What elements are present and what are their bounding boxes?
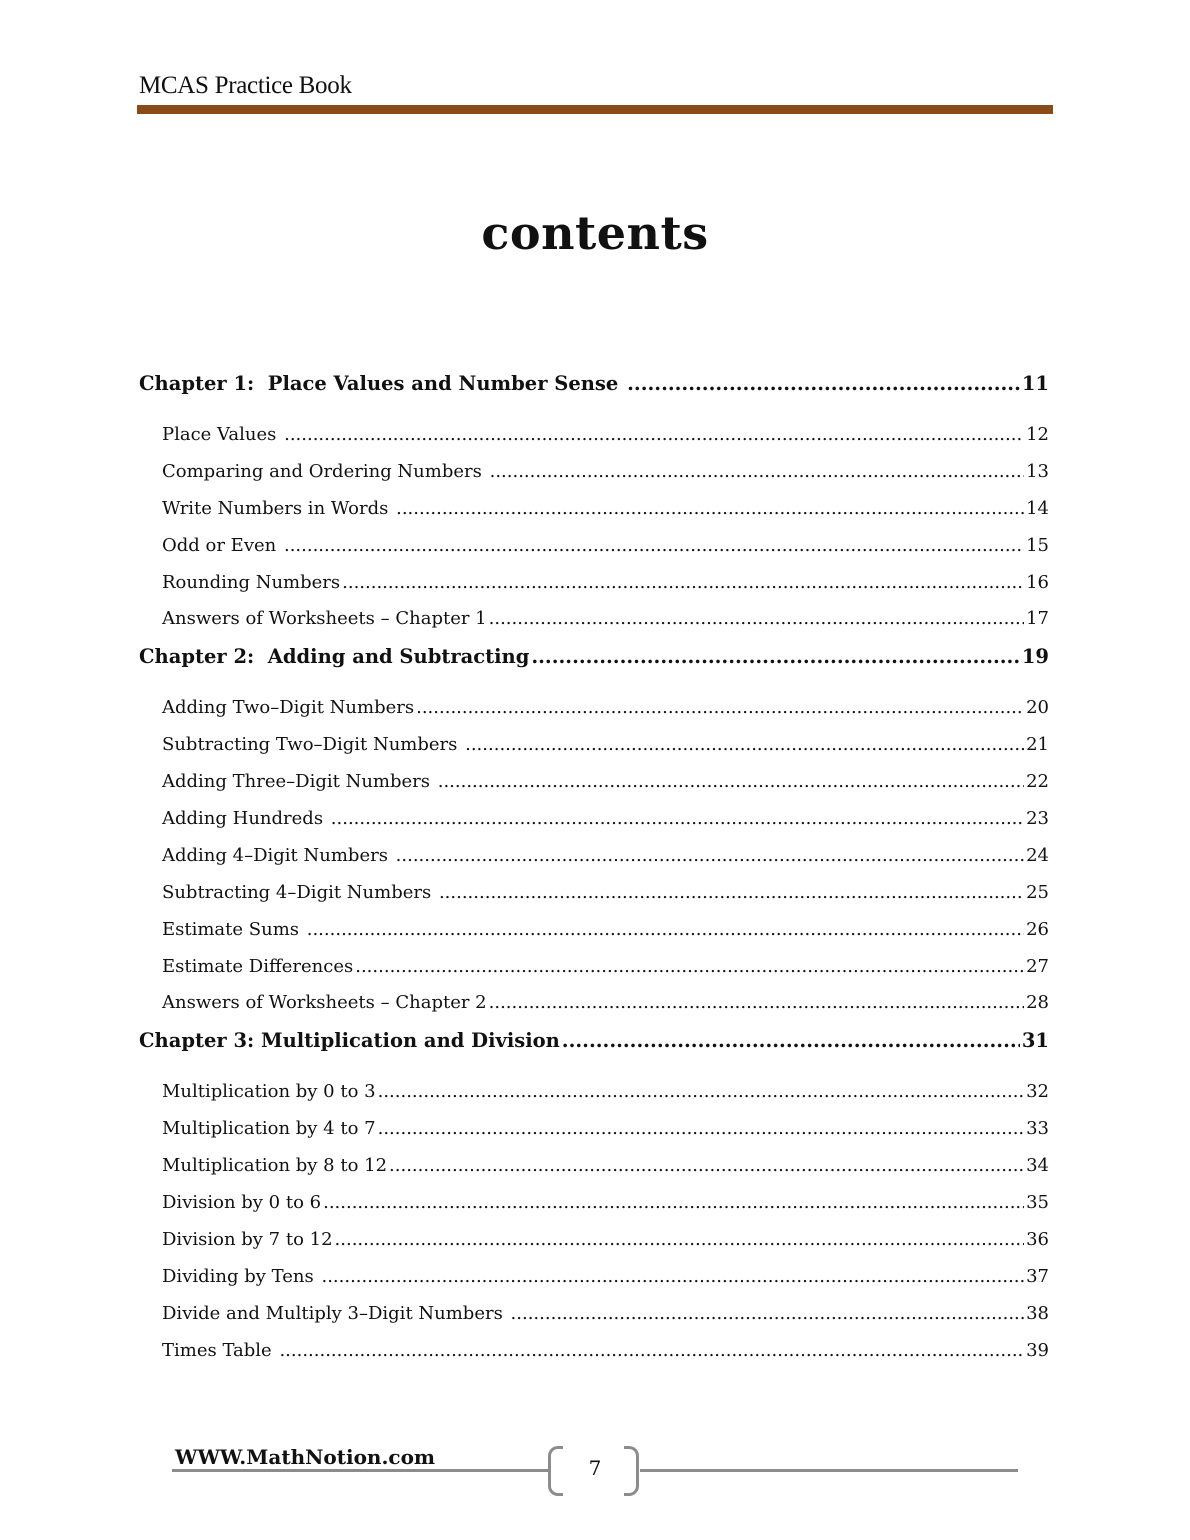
toc-page-number: 11 bbox=[1021, 372, 1049, 395]
toc-entry-row bbox=[162, 461, 1049, 498]
toc-label: Adding Three–Digit Numbers bbox=[162, 771, 436, 793]
toc-entry-row bbox=[162, 956, 1049, 993]
toc-chapter-row bbox=[139, 1029, 1049, 1067]
toc-leader-dots bbox=[627, 372, 1020, 395]
toc-label: Write Numbers in Words bbox=[162, 497, 395, 519]
toc-page-number: 38 bbox=[1026, 1302, 1049, 1324]
toc-leader-dots bbox=[562, 1029, 1020, 1052]
toc-leader-dots bbox=[307, 919, 1024, 940]
toc-entry-row bbox=[162, 882, 1049, 919]
toc-entry-row bbox=[162, 734, 1049, 771]
toc-label: Dividing by Tens bbox=[162, 1265, 320, 1287]
toc-entry-row bbox=[162, 498, 1049, 535]
toc-entry-row bbox=[162, 1340, 1049, 1377]
toc-entry-row bbox=[162, 608, 1049, 645]
toc-page-number: 24 bbox=[1026, 844, 1049, 866]
toc-leader-dots bbox=[489, 608, 1024, 629]
toc-entry-row bbox=[162, 535, 1049, 572]
toc-leader-dots bbox=[378, 1118, 1025, 1139]
page-title: contents bbox=[481, 206, 709, 260]
toc-page-number: 26 bbox=[1026, 918, 1049, 940]
toc-entry-row bbox=[162, 1266, 1049, 1303]
toc-label: Adding 4–Digit Numbers bbox=[162, 844, 394, 866]
toc-leader-dots bbox=[389, 1155, 1024, 1176]
toc-leader-dots bbox=[378, 1081, 1025, 1102]
toc-page-number: 34 bbox=[1026, 1155, 1049, 1177]
toc-label: Rounding Numbers bbox=[162, 571, 341, 593]
toc-entry-row bbox=[162, 697, 1049, 734]
toc-label: Subtracting Two–Digit Numbers bbox=[162, 734, 464, 756]
toc-leader-dots bbox=[439, 882, 1024, 903]
toc-page-number: 28 bbox=[1026, 992, 1049, 1014]
toc-page-number: 14 bbox=[1026, 497, 1049, 519]
toc-entry-row bbox=[162, 1229, 1049, 1266]
toc-label: Subtracting 4–Digit Numbers bbox=[162, 881, 437, 903]
toc-entry-row bbox=[162, 1155, 1049, 1192]
toc-leader-dots bbox=[284, 424, 1024, 445]
toc-label: Estimate Sums bbox=[162, 918, 305, 940]
toc-leader-dots bbox=[355, 956, 1024, 977]
toc-entry-row bbox=[162, 845, 1049, 882]
toc-label: Answers of Worksheets – Chapter 1 bbox=[162, 608, 487, 630]
footer-rule-left bbox=[172, 1469, 548, 1472]
toc-chapter-row bbox=[139, 645, 1049, 683]
toc-label: Multiplication by 8 to 12 bbox=[162, 1155, 388, 1177]
toc-leader-dots bbox=[531, 645, 1020, 668]
toc-page-number: 25 bbox=[1026, 881, 1049, 903]
toc-label: Divide and Multiply 3–Digit Numbers bbox=[162, 1302, 509, 1324]
toc-label: Estimate Differences bbox=[162, 955, 354, 977]
toc-leader-dots bbox=[279, 1340, 1024, 1361]
toc-entry-row bbox=[162, 424, 1049, 461]
toc-label: Times Table bbox=[162, 1339, 278, 1361]
toc-leader-dots bbox=[323, 1192, 1024, 1213]
toc-page-number: 37 bbox=[1026, 1265, 1049, 1287]
toc-leader-dots bbox=[284, 535, 1024, 556]
toc-label: Odd or Even bbox=[162, 534, 282, 556]
toc-label: Place Values bbox=[162, 424, 283, 445]
toc-leader-dots bbox=[396, 845, 1024, 866]
toc-entry-row bbox=[162, 992, 1049, 1029]
toc-leader-dots bbox=[321, 1266, 1024, 1287]
toc-leader-dots bbox=[331, 808, 1024, 829]
page-number: 7 bbox=[588, 1456, 602, 1480]
toc-page-number: 33 bbox=[1026, 1118, 1049, 1140]
toc-label: Adding Hundreds bbox=[162, 808, 329, 830]
toc-page-number: 20 bbox=[1026, 697, 1049, 719]
toc-page-number: 36 bbox=[1026, 1228, 1049, 1250]
toc-label: Division by 0 to 6 bbox=[162, 1192, 322, 1214]
toc-label: Multiplication by 4 to 7 bbox=[162, 1118, 376, 1140]
toc-label: Multiplication by 0 to 3 bbox=[162, 1081, 376, 1103]
toc-leader-dots bbox=[511, 1303, 1025, 1324]
toc-entry-row bbox=[162, 1192, 1049, 1229]
running-header-title: MCAS Practice Book bbox=[139, 72, 352, 99]
toc-label: Chapter 2: Adding and Subtracting bbox=[139, 645, 530, 669]
toc-page-number: 15 bbox=[1026, 534, 1049, 556]
toc-leader-dots bbox=[438, 771, 1024, 792]
toc-leader-dots bbox=[342, 572, 1024, 593]
header-rule bbox=[137, 105, 1053, 114]
toc-label: Division by 7 to 12 bbox=[162, 1228, 333, 1250]
toc-page-number: 12 bbox=[1026, 424, 1049, 445]
toc-leader-dots bbox=[335, 1229, 1025, 1250]
toc-label: Answers of Worksheets – Chapter 2 bbox=[162, 992, 487, 1014]
toc-label: Comparing and Ordering Numbers bbox=[162, 460, 488, 482]
toc-entry-row bbox=[162, 572, 1049, 609]
toc-page-number: 23 bbox=[1026, 808, 1049, 830]
toc-entry-row bbox=[162, 1303, 1049, 1340]
toc-page-number: 19 bbox=[1021, 645, 1049, 669]
footer-rule-right bbox=[640, 1469, 1018, 1472]
toc-entry-row bbox=[162, 919, 1049, 956]
toc-chapter-row bbox=[139, 372, 1049, 410]
toc-label: Adding Two–Digit Numbers bbox=[162, 697, 415, 719]
toc-leader-dots bbox=[416, 697, 1024, 718]
toc-page-number: 31 bbox=[1021, 1029, 1049, 1053]
toc-entry-row bbox=[162, 1081, 1049, 1118]
toc-page-number: 27 bbox=[1026, 955, 1049, 977]
toc-leader-dots bbox=[490, 461, 1025, 482]
toc-page-number: 32 bbox=[1026, 1081, 1049, 1103]
toc-page-number: 21 bbox=[1026, 734, 1049, 756]
toc-leader-dots bbox=[396, 498, 1024, 519]
toc-page-number: 22 bbox=[1026, 771, 1049, 793]
toc-page-number: 39 bbox=[1026, 1339, 1049, 1361]
toc-page-number: 17 bbox=[1026, 608, 1049, 630]
toc-label: Chapter 1: Place Values and Number Sense bbox=[139, 372, 626, 395]
toc-leader-dots bbox=[465, 734, 1024, 755]
toc-page-number: 13 bbox=[1026, 460, 1049, 482]
toc-entry-row bbox=[162, 1118, 1049, 1155]
toc-entry-row bbox=[162, 808, 1049, 845]
table-of-contents bbox=[139, 372, 1049, 1376]
toc-label: Chapter 3: Multiplication and Division bbox=[139, 1029, 560, 1053]
footer-website: WWW.MathNotion.com bbox=[175, 1445, 436, 1469]
toc-page-number: 35 bbox=[1026, 1192, 1049, 1214]
toc-page-number: 16 bbox=[1026, 571, 1049, 593]
toc-entry-row bbox=[162, 771, 1049, 808]
toc-leader-dots bbox=[489, 992, 1024, 1013]
